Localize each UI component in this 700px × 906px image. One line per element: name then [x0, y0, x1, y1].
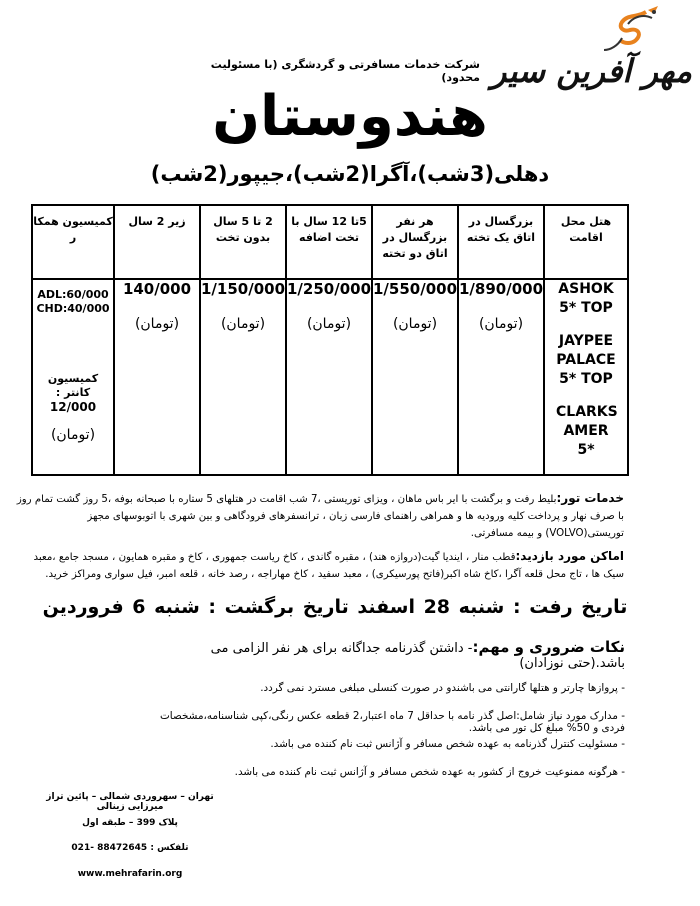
- services-text: بلیط رفت و برگشت با ایر باس ماهان ، ویزای توریستی ،7 شب اقامت در هتلهای 5 ستاره با صبحانه بوفه ،5 روز گشت تمام روز با صرف نهار و پرداخت کلیه ورودیه ها و همراهی راهنمای فارسی زبان ، ترانسفرهای فرودگاهی و بین شهری با اتوبوسهای مجهز توریستی(VOLVO) و بیمه مسافرتی.: [16, 494, 624, 539]
- price-infant-cell: [114, 279, 200, 475]
- footer-address: تهران – سهروردی شمالی – پائین تراز میرزایی زینالی: [46, 792, 214, 812]
- services-paragraph: [14, 490, 624, 542]
- header-single: بزرگسال در اتاق یک تخته: [458, 205, 544, 279]
- price-value: 1/550/000: [373, 280, 458, 298]
- hotel-name: CLARKS AMER 5*: [556, 404, 618, 458]
- header-hotel: هتل محل اقامت: [544, 205, 628, 279]
- price-value: 1/250/000: [287, 280, 372, 298]
- currency-label: (تومان): [220, 316, 266, 332]
- notes-title: نکات ضروری و مهم:: [472, 638, 625, 656]
- travel-dates: تاریخ رفت : شنبه 28 اسفند تاریخ برگشت : شنبه 6 فروردین: [42, 596, 628, 618]
- notes-intro: - داشتن گذرنامه جداگانه برای هر نفر الزامی می باشد.(حتی نوزادان): [210, 641, 625, 671]
- commission-child: CHD:40/000: [36, 302, 110, 315]
- hotel-name: ASHOK 5* TOP: [558, 281, 614, 316]
- note-item: - مسئولیت کنترل گذرنامه به عهده شخص مسافر و آژانس ثبت نام کننده می باشد.: [270, 738, 625, 750]
- table-row: [32, 279, 628, 475]
- price-value: 140/000: [122, 280, 192, 298]
- header-double: هر نفر بزرگسال در اتاق دو تخته: [372, 205, 458, 279]
- page-title: هندوستان: [212, 84, 488, 149]
- price-value: 1/890/000: [459, 280, 544, 298]
- header-child-nobed: 2 تا 5 سال بدون تخت: [200, 205, 286, 279]
- hotel-cell: [544, 279, 628, 475]
- price-child-nobed-cell: [200, 279, 286, 475]
- note-item: - هرگونه ممنوعیت خروج از کشور به عهده شخص مسافر و آژانس ثبت نام کننده می باشد.: [234, 766, 625, 778]
- counter-commission-value: 12/000: [49, 400, 97, 414]
- table-header-row: [32, 205, 628, 279]
- price-single-cell: [458, 279, 544, 475]
- hotel-name: JAYPEE PALACE 5* TOP: [556, 333, 616, 387]
- currency-label: (تومان): [306, 316, 352, 332]
- company-name: شرکت خدمات مسافرتی و گردشگری (با مسئولیت محدود): [210, 58, 480, 84]
- commission-cell: [32, 279, 114, 475]
- counter-commission-label: کمیسیون کانتر :: [47, 372, 99, 399]
- company-logo: [492, 4, 692, 96]
- footer-plaque: پلاک 399 – طبقه اول: [82, 818, 178, 828]
- places-paragraph: [14, 548, 624, 583]
- note-item: - مدارک مورد نیاز شامل:اصل گذر نامه با حداقل 7 ماه اعتبار،2 قطعه عکس رنگی،کپی شناسنامه،مشخصات فردی و 50% مبلغ کل تور می باشد.: [160, 710, 625, 734]
- currency-label: (تومان): [50, 427, 96, 443]
- price-double-cell: [372, 279, 458, 475]
- commission-adult: ADL:60/000: [37, 288, 109, 301]
- price-child-bed-cell: [286, 279, 372, 475]
- header-child-bed: 5تا 12 سال با تخت اضافه: [286, 205, 372, 279]
- currency-label: (تومان): [134, 316, 180, 332]
- places-text: قطب منار ، ایندیا گیت(دروازه هند) ، مقبره گاندی ، کاخ ریاست جمهوری ، کاخ و مقبره همایون ، مسجد جامع ،معبد سیک ها ، تاج محل قلعه آگرا ،کاخ شاه اکبر(فاتح پورسیکری) ، معبد سفید ، کاخ مهاراجه ، رصد خانه ، قلعه امبر، فیل سواری ومراکز خرید.: [33, 552, 624, 580]
- note-item: - پروازها چارتر و هتلها گارانتی می باشندو در صورت کنسلی مبلغی مسترد نمی گردد.: [260, 682, 625, 694]
- places-label: اماکن مورد بازدید:: [515, 549, 624, 563]
- footer-phone: تلفکس : 88472645 -021: [71, 843, 189, 853]
- price-table: [31, 204, 629, 476]
- currency-label: (تومان): [478, 316, 524, 332]
- logo-text: مهر آفرین سیر: [490, 52, 692, 90]
- services-label: خدمات تور:: [556, 491, 624, 505]
- notes-heading: [200, 638, 625, 671]
- price-value: 1/150/000: [201, 280, 286, 298]
- bird-logo-icon: [598, 4, 668, 56]
- itinerary-subtitle: دهلی(3شب)،آگرا(2شب)،جیپور(2شب): [150, 162, 550, 186]
- currency-label: (تومان): [392, 316, 438, 332]
- footer-website[interactable]: www.mehrafarin.org: [77, 869, 183, 879]
- header-commission: کمیسیون همکا ر: [32, 205, 114, 279]
- header-infant: زیر 2 سال: [114, 205, 200, 279]
